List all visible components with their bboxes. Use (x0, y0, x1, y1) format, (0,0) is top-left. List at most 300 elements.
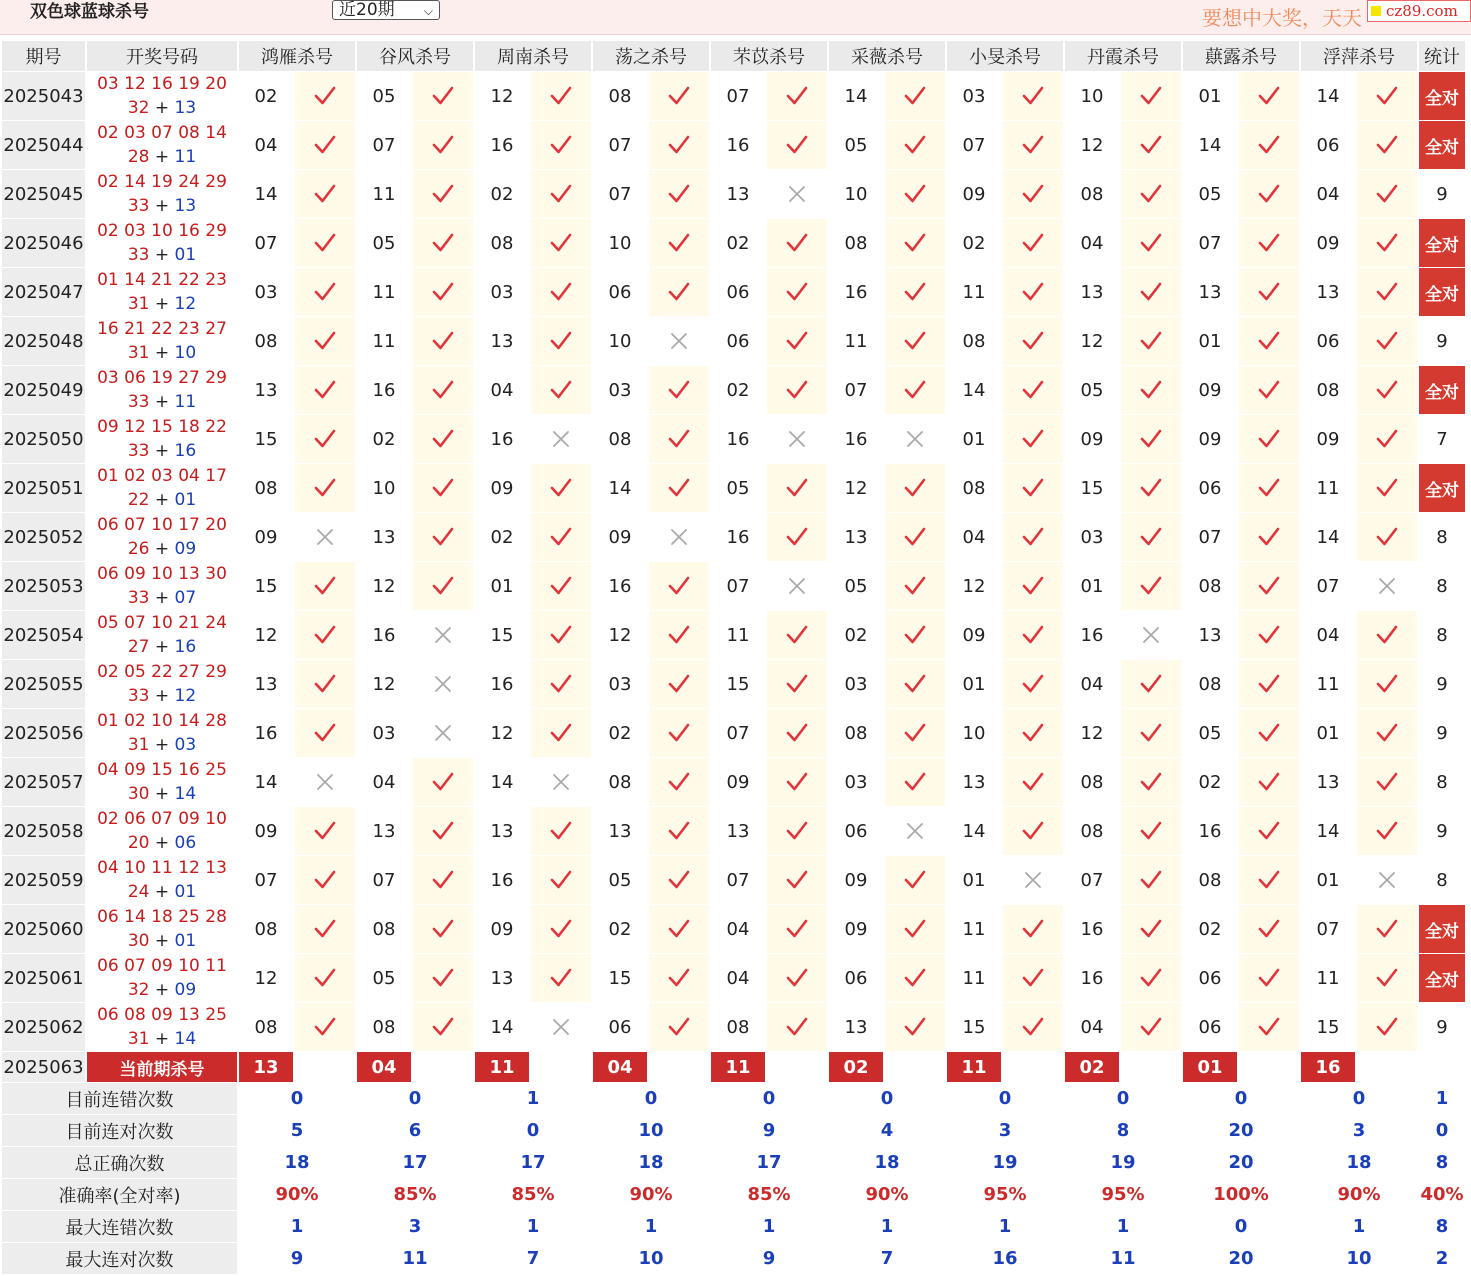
summary-value: 7 (475, 1243, 591, 1274)
red-balls-line: 01 02 03 04 17 (97, 466, 227, 486)
draw-numbers-cell (87, 170, 237, 218)
check-icon (1003, 562, 1063, 610)
kill-number-cell: 10 (593, 219, 647, 267)
kill-number-cell: 13 (829, 1003, 883, 1051)
check-icon (295, 905, 355, 953)
kill-number-table (0, 40, 1467, 1275)
cross-icon (767, 415, 827, 463)
kill-number-cell: 13 (239, 660, 293, 708)
check-icon (767, 121, 827, 169)
summary-value: 1 (829, 1211, 945, 1242)
kill-number-cell: 16 (357, 611, 411, 659)
kill-number-cell: 03 (829, 758, 883, 806)
kill-number-cell: 14 (475, 1003, 529, 1051)
check-icon (767, 905, 827, 953)
summary-value: 0 (1183, 1211, 1299, 1242)
check-icon (767, 856, 827, 904)
table-row (2, 72, 1465, 120)
check-icon (295, 268, 355, 316)
check-icon (1121, 121, 1181, 169)
kill-number-cell: 07 (947, 121, 1001, 169)
kill-number-cell: 12 (357, 562, 411, 610)
blue-ball: 10 (174, 343, 197, 363)
period-cell: 2025045 (2, 170, 85, 218)
kill-number-cell: 06 (1301, 121, 1355, 169)
check-icon (1357, 807, 1417, 855)
check-icon (531, 366, 591, 414)
draw-numbers-cell (87, 219, 237, 267)
check-icon (413, 366, 473, 414)
slogan-text: 要想中大奖，天天 (1202, 6, 1362, 30)
check-icon (1003, 660, 1063, 708)
check-icon (1003, 219, 1063, 267)
red-ball-last: 31 (127, 343, 150, 363)
summary-label: 总正确次数 (2, 1147, 237, 1178)
blue-ball: 16 (174, 637, 197, 657)
summary-value: 11 (357, 1243, 473, 1274)
check-icon (649, 219, 709, 267)
kill-number-cell: 06 (829, 807, 883, 855)
kill-number-cell: 11 (357, 170, 411, 218)
red-ball-last: 20 (127, 833, 150, 853)
kill-number-cell: 13 (1301, 758, 1355, 806)
summary-value: 85% (357, 1179, 473, 1210)
check-icon (413, 170, 473, 218)
stat-cell: 9 (1419, 1003, 1465, 1051)
kill-number-cell: 11 (947, 905, 1001, 953)
red-balls-line: 16 21 22 23 27 (97, 319, 227, 339)
draw-second-line (87, 145, 237, 169)
check-icon (1003, 709, 1063, 757)
current-empty-cell (1003, 1052, 1063, 1082)
kill-number-cell: 08 (947, 317, 1001, 365)
blue-ball: 06 (174, 833, 197, 853)
kill-number-cell: 02 (593, 709, 647, 757)
check-icon (295, 954, 355, 1002)
kill-number-cell: 16 (1065, 954, 1119, 1002)
chevron-down-icon: ⌵ (423, 4, 433, 18)
kill-number-cell: 13 (357, 807, 411, 855)
check-icon (531, 611, 591, 659)
red-ball-last: 33 (127, 245, 150, 265)
current-empty-cell (649, 1052, 709, 1082)
period-range-value: 近20期 (339, 0, 395, 20)
kill-number-cell: 11 (1301, 464, 1355, 512)
check-icon (1239, 758, 1299, 806)
check-icon (295, 317, 355, 365)
check-icon (295, 807, 355, 855)
blue-ball: 09 (174, 980, 197, 1000)
table-row (2, 905, 1465, 953)
check-icon (885, 660, 945, 708)
draw-second-line (87, 292, 237, 316)
cross-icon (531, 758, 591, 806)
check-icon (1239, 807, 1299, 855)
kill-number-cell: 07 (829, 366, 883, 414)
check-icon (531, 72, 591, 120)
kill-number-cell: 02 (593, 905, 647, 953)
kill-number-cell: 09 (239, 807, 293, 855)
kill-number-cell: 09 (475, 905, 529, 953)
summary-value: 10 (593, 1243, 709, 1274)
kill-number-cell: 12 (829, 464, 883, 512)
plus-sign: + (149, 784, 175, 804)
kill-number-cell: 08 (711, 1003, 765, 1051)
summary-stat: 40% (1419, 1179, 1465, 1210)
kill-number-cell: 16 (1065, 905, 1119, 953)
kill-number-cell: 04 (1301, 170, 1355, 218)
blue-ball: 01 (174, 882, 197, 902)
current-period-cell: 2025063 (2, 1052, 85, 1082)
table-row (2, 856, 1465, 904)
check-icon (413, 464, 473, 512)
kill-number-cell: 07 (711, 72, 765, 120)
draw-second-line (87, 880, 237, 904)
kill-number-cell: 12 (239, 954, 293, 1002)
kill-number-cell: 02 (1183, 758, 1237, 806)
draw-numbers-cell (87, 562, 237, 610)
check-icon (1121, 366, 1181, 414)
check-icon (1121, 807, 1181, 855)
summary-stat: 2 (1419, 1243, 1465, 1274)
check-icon (1239, 660, 1299, 708)
check-icon (1121, 513, 1181, 561)
check-icon (295, 464, 355, 512)
red-balls-line: 05 07 10 21 24 (97, 613, 227, 633)
blue-ball: 11 (174, 147, 197, 167)
check-icon (1239, 415, 1299, 463)
kill-number-cell: 15 (711, 660, 765, 708)
red-ball-last: 33 (127, 588, 150, 608)
kill-number-cell: 08 (239, 905, 293, 953)
draw-second-line (87, 733, 237, 757)
check-icon (1239, 709, 1299, 757)
plus-sign: + (149, 931, 175, 951)
check-icon (531, 660, 591, 708)
kill-number-cell: 03 (1065, 513, 1119, 561)
stat-cell: 全对 (1419, 72, 1465, 120)
kill-number-cell: 03 (947, 72, 1001, 120)
summary-value: 3 (357, 1211, 473, 1242)
check-icon (531, 954, 591, 1002)
check-icon (649, 905, 709, 953)
kill-number-cell: 13 (239, 366, 293, 414)
header-expert-2: 谷风杀号 (357, 41, 473, 71)
check-icon (413, 415, 473, 463)
check-icon (1357, 366, 1417, 414)
blue-ball: 07 (174, 588, 197, 608)
check-icon (649, 562, 709, 610)
red-balls-line: 04 10 11 12 13 (97, 858, 227, 878)
red-balls-line: 06 14 18 25 28 (97, 907, 227, 927)
draw-second-line (87, 194, 237, 218)
summary-value: 19 (947, 1147, 1063, 1178)
period-cell: 2025047 (2, 268, 85, 316)
check-icon (531, 856, 591, 904)
summary-row (2, 1115, 1465, 1146)
check-icon (1121, 464, 1181, 512)
kill-number-cell: 05 (829, 562, 883, 610)
kill-number-cell: 11 (947, 954, 1001, 1002)
plus-sign: + (149, 637, 175, 657)
kill-number-cell: 13 (711, 807, 765, 855)
kill-number-cell: 10 (829, 170, 883, 218)
summary-value: 1 (239, 1211, 355, 1242)
kill-number-cell: 09 (1065, 415, 1119, 463)
cross-icon (767, 170, 827, 218)
check-icon (885, 856, 945, 904)
stat-cell: 8 (1419, 611, 1465, 659)
check-icon (295, 366, 355, 414)
summary-value: 1 (593, 1211, 709, 1242)
cross-icon (1357, 856, 1417, 904)
check-icon (1357, 464, 1417, 512)
blue-ball: 16 (174, 441, 197, 461)
summary-value: 19 (1065, 1147, 1181, 1178)
kill-number-cell: 14 (239, 758, 293, 806)
draw-second-line (87, 96, 237, 120)
draw-second-line (87, 635, 237, 659)
red-ball-last: 30 (127, 784, 150, 804)
kill-number-cell: 07 (239, 856, 293, 904)
kill-number-cell: 12 (239, 611, 293, 659)
check-icon (885, 954, 945, 1002)
kill-number-cell: 09 (239, 513, 293, 561)
stat-cell: 8 (1419, 513, 1465, 561)
table-row (2, 415, 1465, 463)
summary-value: 0 (711, 1083, 827, 1114)
check-icon (531, 268, 591, 316)
period-cell: 2025049 (2, 366, 85, 414)
kill-number-cell: 12 (1065, 317, 1119, 365)
plus-sign: + (149, 882, 175, 902)
check-icon (1003, 513, 1063, 561)
current-kill-number: 11 (475, 1052, 529, 1082)
draw-numbers-cell (87, 758, 237, 806)
kill-number-cell: 09 (1301, 219, 1355, 267)
draw-second-line (87, 684, 237, 708)
kill-number-cell: 11 (1301, 954, 1355, 1002)
check-icon (1239, 905, 1299, 953)
draw-numbers-cell (87, 660, 237, 708)
kill-number-cell: 06 (1301, 317, 1355, 365)
kill-number-cell: 08 (829, 219, 883, 267)
header-expert-5: 芣苡杀号 (711, 41, 827, 71)
red-balls-line: 06 07 10 17 20 (97, 515, 227, 535)
draw-second-line (87, 978, 237, 1002)
site-logo[interactable] (1367, 0, 1471, 22)
red-balls-line: 02 03 10 16 29 (97, 221, 227, 241)
summary-value: 100% (1183, 1179, 1299, 1210)
kill-number-cell: 05 (1065, 366, 1119, 414)
stat-cell: 全对 (1419, 954, 1465, 1002)
summary-value: 5 (239, 1115, 355, 1146)
kill-number-cell: 14 (947, 807, 1001, 855)
summary-value: 10 (593, 1115, 709, 1146)
plus-sign: + (149, 539, 175, 559)
check-icon (649, 856, 709, 904)
check-icon (531, 513, 591, 561)
summary-value: 4 (829, 1115, 945, 1146)
kill-number-cell: 14 (947, 366, 1001, 414)
check-icon (295, 72, 355, 120)
kill-number-cell: 07 (1065, 856, 1119, 904)
kill-number-cell: 02 (711, 219, 765, 267)
check-icon (1121, 954, 1181, 1002)
kill-number-cell: 09 (711, 758, 765, 806)
kill-number-cell: 13 (357, 513, 411, 561)
kill-number-cell: 11 (947, 268, 1001, 316)
check-icon (1121, 856, 1181, 904)
kill-number-cell: 02 (475, 170, 529, 218)
kill-number-cell: 15 (1065, 464, 1119, 512)
check-icon (649, 611, 709, 659)
red-ball-last: 27 (127, 637, 150, 657)
check-icon (1239, 562, 1299, 610)
kill-number-cell: 09 (947, 611, 1001, 659)
kill-number-cell: 16 (475, 121, 529, 169)
summary-label: 准确率(全对率) (2, 1179, 237, 1210)
check-icon (1357, 611, 1417, 659)
draw-numbers-cell (87, 954, 237, 1002)
page-header (0, 0, 1471, 35)
kill-number-cell: 12 (475, 709, 529, 757)
kill-number-cell: 05 (829, 121, 883, 169)
check-icon (413, 562, 473, 610)
check-icon (885, 72, 945, 120)
kill-number-cell: 12 (593, 611, 647, 659)
kill-number-cell: 10 (947, 709, 1001, 757)
kill-number-cell: 08 (947, 464, 1001, 512)
check-icon (1121, 562, 1181, 610)
kill-number-cell: 16 (239, 709, 293, 757)
stat-cell: 9 (1419, 807, 1465, 855)
period-cell: 2025062 (2, 1003, 85, 1051)
check-icon (649, 464, 709, 512)
summary-value: 17 (357, 1147, 473, 1178)
check-icon (649, 268, 709, 316)
summary-value: 0 (829, 1083, 945, 1114)
kill-number-cell: 05 (593, 856, 647, 904)
check-icon (413, 758, 473, 806)
summary-value: 0 (357, 1083, 473, 1114)
current-empty-cell (1357, 1052, 1417, 1082)
draw-second-line (87, 488, 237, 512)
kill-number-cell: 04 (947, 513, 1001, 561)
check-icon (1121, 219, 1181, 267)
table-row (2, 317, 1465, 365)
kill-number-cell: 15 (239, 562, 293, 610)
summary-value: 9 (239, 1243, 355, 1274)
check-icon (1003, 72, 1063, 120)
kill-number-cell: 08 (475, 219, 529, 267)
summary-value: 0 (947, 1083, 1063, 1114)
check-icon (1003, 464, 1063, 512)
summary-value: 90% (1301, 1179, 1417, 1210)
check-icon (1357, 513, 1417, 561)
header-expert-6: 采薇杀号 (829, 41, 945, 71)
summary-stat: 1 (1419, 1083, 1465, 1114)
red-ball-last: 30 (127, 931, 150, 951)
summary-value: 0 (475, 1115, 591, 1146)
red-ball-last: 33 (127, 686, 150, 706)
cross-icon (413, 611, 473, 659)
draw-second-line (87, 390, 237, 414)
kill-number-cell: 08 (357, 1003, 411, 1051)
current-kill-label: 当前期杀号 (87, 1052, 237, 1082)
kill-number-cell: 09 (829, 905, 883, 953)
summary-value: 1 (1065, 1211, 1181, 1242)
draw-numbers-cell (87, 268, 237, 316)
kill-number-cell: 14 (1183, 121, 1237, 169)
red-balls-line: 06 07 09 10 11 (97, 956, 227, 976)
cross-icon (531, 1003, 591, 1051)
check-icon (1003, 1003, 1063, 1051)
kill-number-cell: 03 (829, 660, 883, 708)
check-icon (649, 807, 709, 855)
kill-number-cell: 05 (357, 219, 411, 267)
kill-number-cell: 06 (593, 268, 647, 316)
check-icon (767, 709, 827, 757)
blue-ball: 09 (174, 539, 197, 559)
kill-number-cell: 16 (1065, 611, 1119, 659)
red-ball-last: 31 (127, 294, 150, 314)
header-expert-4: 荡之杀号 (593, 41, 709, 71)
kill-number-cell: 06 (1183, 1003, 1237, 1051)
summary-row (2, 1211, 1465, 1242)
stat-cell: 全对 (1419, 268, 1465, 316)
stat-cell: 9 (1419, 709, 1465, 757)
kill-number-cell: 07 (239, 219, 293, 267)
kill-number-cell: 03 (593, 660, 647, 708)
stat-cell: 全对 (1419, 121, 1465, 169)
table-row (2, 464, 1465, 512)
kill-number-cell: 14 (1301, 513, 1355, 561)
summary-value: 1 (475, 1211, 591, 1242)
summary-value: 0 (1301, 1083, 1417, 1114)
kill-number-cell: 13 (1065, 268, 1119, 316)
current-kill-number: 11 (711, 1052, 765, 1082)
check-icon (1239, 317, 1299, 365)
check-icon (1003, 366, 1063, 414)
period-range-select[interactable] (332, 0, 440, 20)
check-icon (295, 611, 355, 659)
kill-number-cell: 14 (239, 170, 293, 218)
plus-sign: + (149, 392, 175, 412)
summary-value: 17 (475, 1147, 591, 1178)
table-row (2, 366, 1465, 414)
kill-number-cell: 13 (593, 807, 647, 855)
header-expert-3: 周南杀号 (475, 41, 591, 71)
kill-number-cell: 15 (475, 611, 529, 659)
current-empty-cell (531, 1052, 591, 1082)
check-icon (413, 856, 473, 904)
check-icon (885, 219, 945, 267)
check-icon (767, 611, 827, 659)
summary-value: 18 (1301, 1147, 1417, 1178)
cross-icon (1357, 562, 1417, 610)
kill-number-cell: 07 (593, 170, 647, 218)
current-kill-number: 04 (593, 1052, 647, 1082)
check-icon (649, 170, 709, 218)
plus-sign: + (149, 490, 175, 510)
summary-value: 90% (593, 1179, 709, 1210)
red-ball-last: 33 (127, 441, 150, 461)
kill-number-cell: 14 (829, 72, 883, 120)
kill-number-cell: 01 (947, 415, 1001, 463)
stat-cell: 9 (1419, 317, 1465, 365)
kill-number-cell: 01 (1183, 317, 1237, 365)
